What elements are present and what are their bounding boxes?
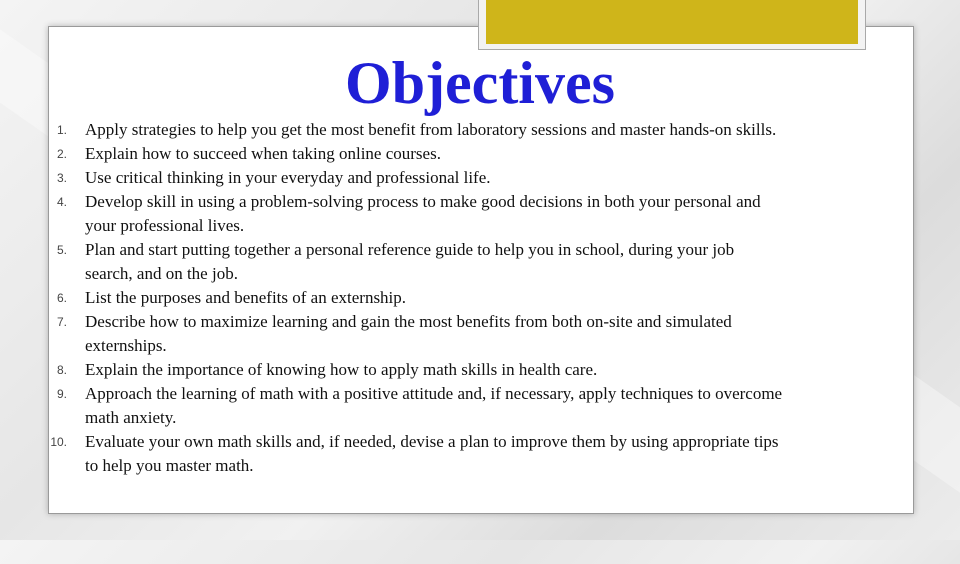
title-accent-bar [486,0,858,44]
objective-text-line: Evaluate your own math skills and, if needed, devise a plan to improve them by using appropriate tips [85,432,779,451]
objective-number: 4. [56,195,67,209]
objective-text-line: externships. [85,336,167,355]
objective-item [0,190,912,238]
objective-text-line: search, and on the job. [85,264,238,283]
objective-text-line: Develop skill in using a problem-solving process to make good decisions in both your personal and [85,192,761,211]
objective-number: 10. [50,435,67,449]
objective-number: 6. [56,291,67,305]
objective-number: 5. [56,243,67,257]
objective-item [0,286,912,310]
objective-item [0,430,912,478]
objective-text-line: Approach the learning of math with a positive attitude and, if necessary, apply techniques to overcome [85,384,783,403]
objective-text-line: your professional lives. [85,216,245,235]
objective-number: 8. [56,363,67,377]
objective-item [0,166,912,190]
objective-item [0,358,912,382]
objective-item [0,310,912,358]
objective-item [0,118,912,142]
objective-text-line: Use critical thinking in your everyday and professional life. [85,168,491,187]
objective-text-line: math anxiety. [85,408,177,427]
objective-text-line: to help you master math. [85,456,254,475]
objective-text-line: List the purposes and benefits of an externship. [85,288,407,307]
objective-item [0,382,912,430]
objective-item [0,142,912,166]
objective-number: 7. [56,315,67,329]
objective-number: 3. [56,171,67,185]
objective-text-line: Describe how to maximize learning and gain the most benefits from both on-site and simulated [85,312,732,331]
slide-title: Objectives [345,50,615,116]
objective-number: 9. [56,387,67,401]
objective-text-line: Plan and start putting together a personal reference guide to help you in school, during your job [85,240,735,259]
objective-text-line: Explain how to succeed when taking online courses. [85,144,441,163]
objectives-list [0,118,912,478]
objective-text-line: Apply strategies to help you get the most benefit from laboratory sessions and master hands-on skills. [85,120,777,139]
objective-number: 1. [56,123,67,137]
objective-item [0,238,912,286]
objective-text-line: Explain the importance of knowing how to apply math skills in health care. [85,360,598,379]
objective-number: 2. [56,147,67,161]
